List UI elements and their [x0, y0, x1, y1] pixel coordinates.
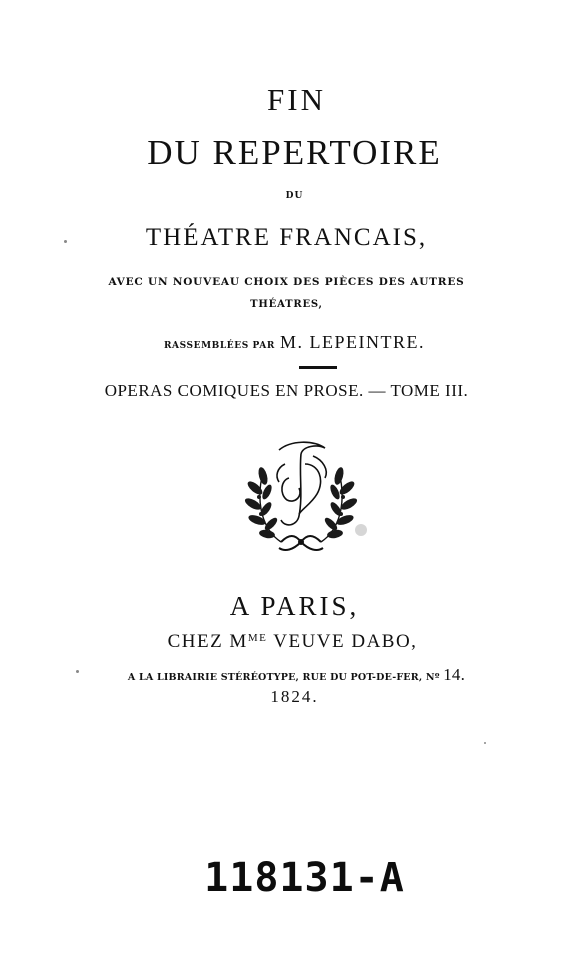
- title-du: DU: [285, 191, 304, 201]
- editor-name: M. LEPEINTRE.: [280, 332, 426, 352]
- imprint-year: 1824.: [270, 687, 319, 706]
- imprint-city: A PARIS,: [229, 591, 360, 621]
- address-text: A LA LIBRAIRIE STÉRÉOTYPE, RUE DU POT-DE-FER, Nº: [127, 672, 444, 683]
- editor-line: [12, 332, 565, 353]
- library-stamp: 118131-A: [204, 855, 405, 901]
- address-number: 14.: [443, 665, 466, 684]
- subtitle-theatres: THÉATRES,: [250, 299, 323, 310]
- divider-rule: [299, 366, 337, 369]
- title-theatre-francais: THÉATRE FRANCAIS,: [145, 224, 428, 251]
- laurel-wreath-monogram-icon: [233, 434, 369, 559]
- title-fin: FIN: [267, 82, 326, 117]
- paper-speck: [64, 240, 67, 243]
- subtitle-avec: AVEC UN NOUVEAU CHOIX DES PIÈCES DES AUTRES: [108, 276, 465, 288]
- series-line: OPERAS COMIQUES EN PROSE. — TOME III.: [104, 381, 469, 400]
- imprint-publisher: [10, 631, 565, 653]
- paper-speck: [484, 742, 486, 744]
- paper-speck: [76, 670, 79, 673]
- publisher-prefix: CHEZ M: [167, 631, 248, 652]
- title-du-repertoire: DU REPERTOIRE: [147, 133, 442, 172]
- publisher-rest: VEUVE DABO,: [267, 631, 418, 652]
- editor-prefix: RASSEMBLÉES PAR: [163, 341, 275, 351]
- publisher-sup: ME: [247, 632, 268, 644]
- imprint-address: [14, 665, 565, 685]
